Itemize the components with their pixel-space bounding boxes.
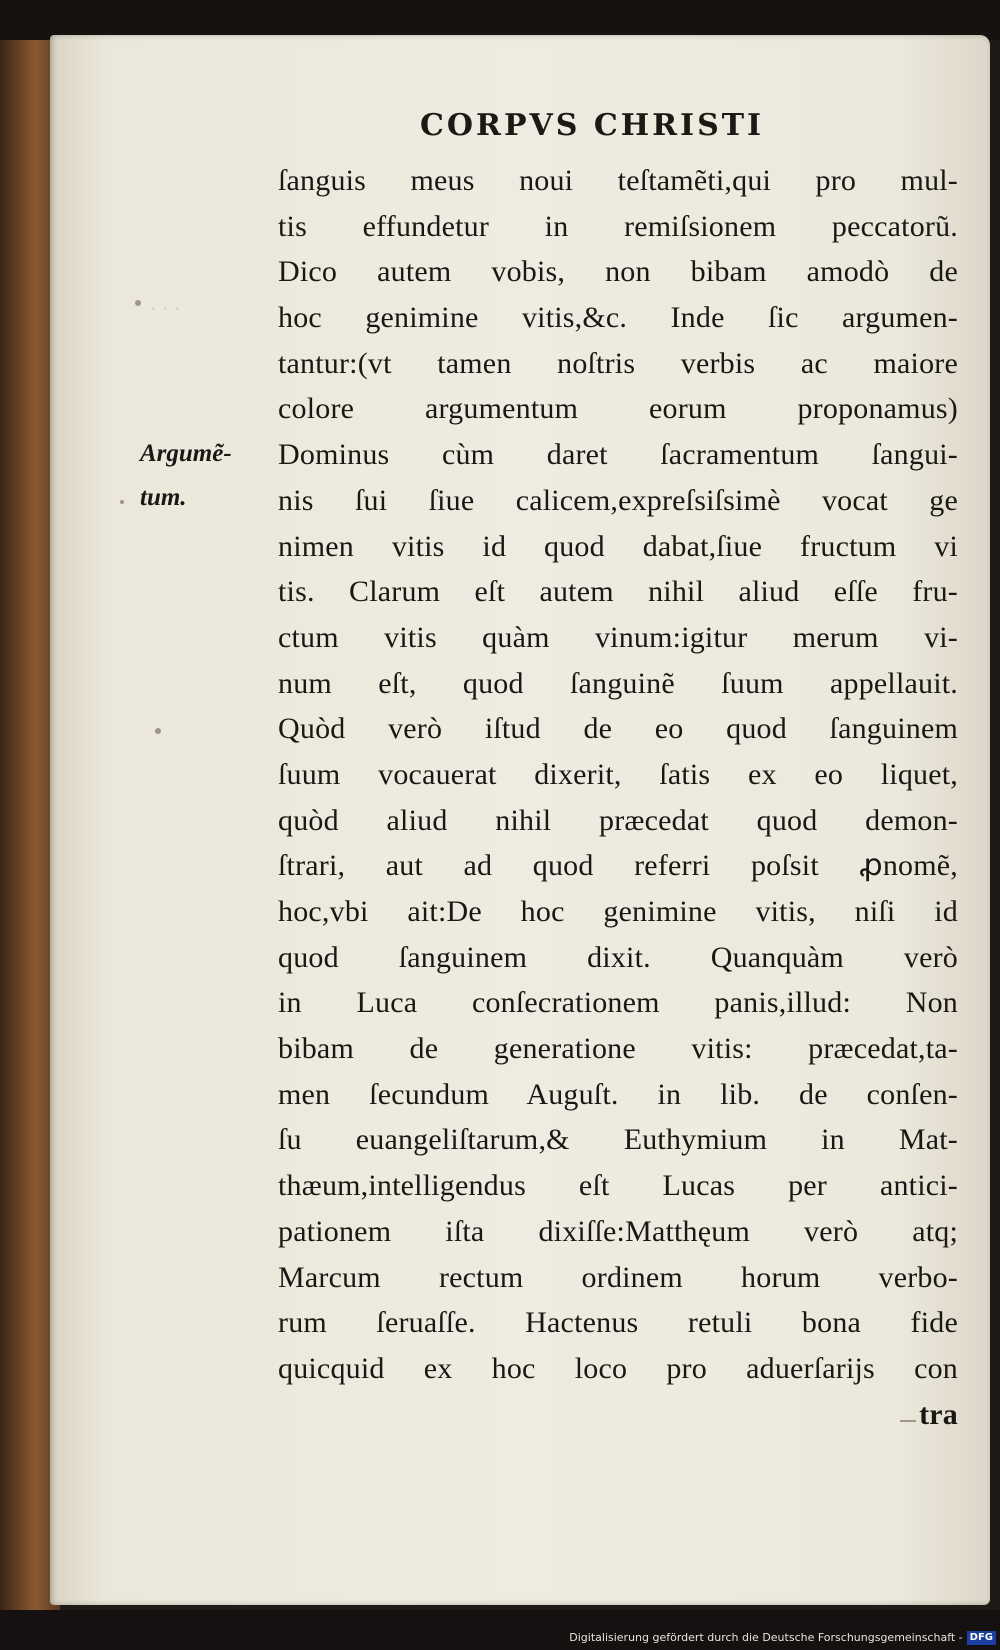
text-line: Marcum rectum ordinem horum verbo- [278,1260,958,1294]
digitization-credit [569,1630,996,1646]
text-line: ſanguis meus noui teſtamẽti,qui pro mul- [278,164,958,197]
scan-top-background [0,0,1000,40]
text-line: ſu euangeliſtarum,& Euthymium in Mat- [278,1123,958,1157]
text-line: bibam de generatione vitis: præcedat,ta- [278,1032,958,1066]
text-line: hoc genimine vitis,&c. Inde ſic argumen- [278,301,958,335]
marginal-note-line: Argumẽ- [140,440,232,467]
catchword: tra [919,1397,958,1431]
text-line: quicquid ex hoc loco pro aduerſarijs con [278,1351,958,1385]
page-speck [135,300,141,306]
page-speck [155,728,161,734]
running-head: CORPVS CHRISTI [420,108,765,143]
text-line: in Luca conſecrationem panis,illud: Non [278,986,958,1020]
text-line: Dico autem vobis, non bibam amodò de [278,255,958,289]
text-line: tantur:(vt tamen noſtris verbis ac maiore [278,346,958,380]
dfg-logo: DFG [967,1631,996,1645]
credit-text: Digitalisierung gefördert durch die Deutsche Forschungsgemeinschaft - [569,1631,963,1644]
text-line: nis ſui ſiue calicem,expreſsiſsimè vocat ge [278,483,958,517]
text-line: colore argumentum eorum proponamus) [278,392,958,426]
catchword-rule [900,1420,916,1422]
text-line: tis effundetur in remiſsionem peccatorũ. [278,209,958,243]
text-line: ſuum vocauerat dixerit, ſatis ex eo liquet, [278,757,958,791]
marginal-note-line: tum. [140,484,187,511]
text-line: quod ſanguinem dixit. Quanquàm verò [278,940,958,974]
text-line: quòd aliud nihil præcedat quod demon- [278,803,958,837]
text-line: pationem iſta dixiſſe:Matthęum verò atq; [278,1214,958,1248]
text-line: Dominus cùm daret ſacramentum ſangui- [278,438,958,472]
text-line: rum ſeruaſſe. Hactenus retuli bona fide [278,1306,958,1340]
page-speck [120,500,124,504]
text-line: ſtrari, aut ad quod referri poſsit ꝓnomẽ, [278,849,958,883]
text-line: thæum,intelligendus eſt Lucas per antici- [278,1169,958,1203]
text-line: men ſecundum Auguſt. in lib. de conſen- [278,1077,958,1111]
text-line: Quòd verò iſtud de eo quod ſanguinem [278,712,958,746]
text-line: num eſt, quod ſanguinẽ ſuum appellauit. [278,666,958,700]
text-line: tis. Clarum eſt autem nihil aliud eſſe fru- [278,575,958,609]
text-line: nimen vitis id quod dabat,ſiue fructum vi [278,529,958,563]
body-text [278,158,958,1437]
marginal-note [140,432,270,520]
text-line: ctum vitis quàm vinum:igitur merum vi- [278,620,958,654]
show-through-text: . . . [150,290,180,316]
text-line: hoc,vbi ait:De hoc genimine vitis, niſi id [278,895,958,928]
